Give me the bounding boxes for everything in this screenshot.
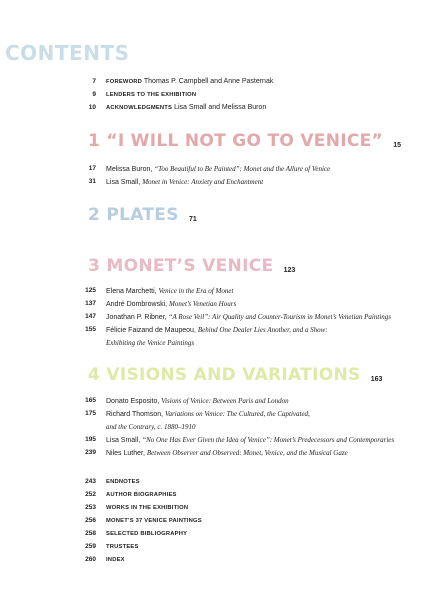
page-number: 137 bbox=[85, 300, 96, 307]
section-number: 4 bbox=[88, 365, 101, 385]
entry-author: Jonathan P. Ribner, bbox=[106, 314, 167, 321]
page-number: 165 bbox=[85, 397, 96, 404]
page-number: 175 bbox=[85, 410, 96, 417]
entry-title: Variations on Venice: The Cultured, the Captivated, bbox=[165, 410, 310, 418]
back-matter-label: AUTHOR BIOGRAPHIES bbox=[106, 492, 177, 498]
section-page: 163 bbox=[370, 376, 383, 383]
section-title: MONET’S VENICE bbox=[106, 256, 274, 276]
page-number: 31 bbox=[88, 178, 96, 185]
section-heading bbox=[88, 131, 401, 151]
entry-title: “No One Has Ever Given the Idea of Venice”: Monet’s Predecessors and Contemporaries bbox=[142, 436, 395, 444]
entry-title: Behind One Dealer Lies Another, and a Show: bbox=[197, 326, 328, 334]
entry-author: Elena Marchetti, bbox=[106, 288, 157, 295]
page-number: 239 bbox=[85, 449, 96, 456]
front-matter-label: LENDERS TO THE EXHIBITION bbox=[106, 92, 197, 98]
back-matter-label: MONET’S 37 VENICE PAINTINGS bbox=[106, 518, 202, 524]
page-number: 243 bbox=[85, 478, 96, 485]
back-matter-label: WORKS IN THE EXHIBITION bbox=[106, 505, 189, 511]
front-matter-label: FOREWORD bbox=[106, 79, 143, 85]
entry-author: André Dombrowski, bbox=[106, 301, 168, 308]
section-heading bbox=[88, 205, 197, 225]
entry-author: Lisa Small, bbox=[106, 437, 141, 444]
page-number: 258 bbox=[85, 530, 96, 537]
entry-author: Donato Esposito, bbox=[106, 398, 160, 405]
entry-author: Niles Luther, bbox=[106, 450, 145, 457]
section-heading bbox=[88, 256, 295, 276]
entry-author: Félicie Faizand de Maupeou, bbox=[106, 327, 196, 334]
page-number: 260 bbox=[85, 556, 96, 563]
entry-author: Melissa Buron, bbox=[106, 166, 153, 173]
entry-title: “Too Beautiful to Be Painted”: Monet and the Allure of Venice bbox=[154, 165, 331, 173]
section-heading bbox=[88, 365, 382, 385]
entry-title: Venice in the Era of Monet bbox=[158, 287, 234, 295]
section-number: 3 bbox=[88, 256, 101, 276]
page-number: 253 bbox=[85, 504, 96, 511]
back-matter-label: SELECTED BIBLIOGRAPHY bbox=[106, 531, 188, 537]
entry-title: Monet in Venice: Anxiety and Enchantment bbox=[142, 178, 264, 186]
page-number: 195 bbox=[85, 436, 96, 443]
entry-title-continuation: and the Contrary, c. 1880–1910 bbox=[106, 423, 196, 431]
entry-author: Lisa Small, bbox=[106, 179, 141, 186]
page-number: 259 bbox=[85, 543, 96, 550]
page-number: 256 bbox=[85, 517, 96, 524]
section-title: “I WILL NOT GO TO VENICE” bbox=[106, 131, 384, 151]
page-number: 9 bbox=[92, 91, 96, 98]
entry-title: Visions of Venice: Between Paris and London bbox=[161, 397, 289, 405]
section-number: 1 bbox=[88, 131, 101, 151]
back-matter-label: ENDNOTES bbox=[106, 479, 140, 485]
section-number: 2 bbox=[88, 205, 101, 225]
front-matter-label: ACKNOWLEDGMENTS bbox=[106, 105, 173, 111]
entry-title: “A Rose Veil”: Air Quality and Counter-Tourism in Monet’s Venetian Paintings bbox=[168, 313, 391, 321]
section-page: 123 bbox=[283, 267, 296, 274]
contents-title: CONTENTS bbox=[5, 41, 130, 65]
page-number: 125 bbox=[85, 287, 96, 294]
section-page: 15 bbox=[393, 142, 402, 149]
back-matter-label: INDEX bbox=[106, 557, 125, 563]
page-number: 155 bbox=[85, 326, 96, 333]
page-number: 252 bbox=[85, 491, 96, 498]
entry-title: Between Observer and Observed: Monet, Venice, and the Musical Gaze bbox=[146, 449, 348, 457]
entry-title-continuation: Exhibiting the Venice Paintings bbox=[106, 339, 195, 347]
page-number: 7 bbox=[92, 78, 96, 85]
section-title: VISIONS AND VARIATIONS bbox=[106, 365, 361, 385]
page-number: 10 bbox=[88, 104, 96, 111]
entry-title: Monet’s Venetian Hours bbox=[169, 300, 237, 308]
page-number: 147 bbox=[85, 313, 96, 320]
back-matter-label: TRUSTEES bbox=[106, 544, 139, 550]
front-matter-text: Lisa Small and Melissa Buron bbox=[174, 104, 267, 111]
entry-author: Richard Thomson, bbox=[106, 411, 164, 418]
page-number: 17 bbox=[88, 165, 96, 172]
front-matter-text: Thomas P. Campbell and Anne Pasternak bbox=[143, 78, 274, 85]
section-title: PLATES bbox=[106, 205, 179, 225]
section-page: 71 bbox=[188, 216, 197, 223]
